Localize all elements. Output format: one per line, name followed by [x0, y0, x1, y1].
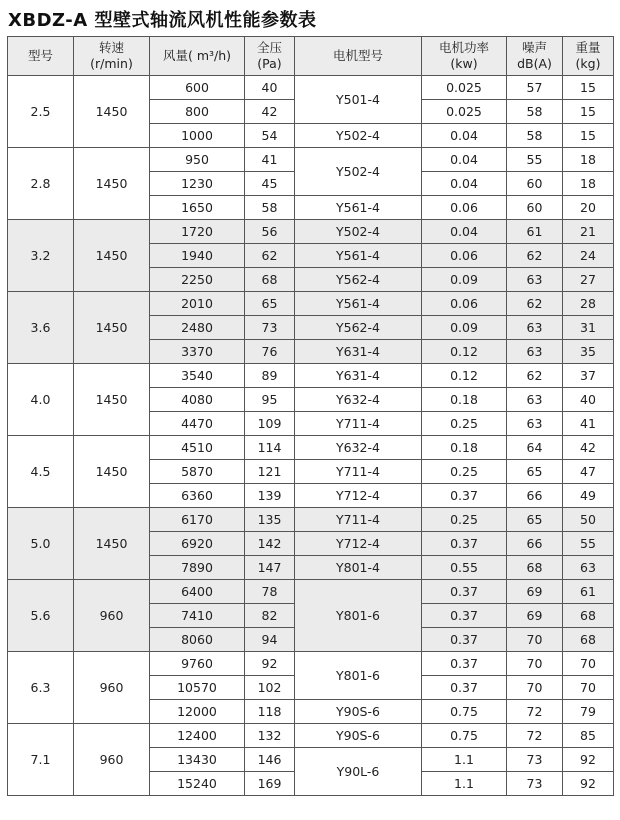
flow-cell: 3540 [150, 364, 245, 388]
flow-cell: 1000 [150, 124, 245, 148]
noise-cell: 64 [507, 436, 563, 460]
header-pressure: 全压 (Pa) [245, 37, 295, 76]
power-cell: 0.12 [422, 340, 507, 364]
pressure-cell: 56 [245, 220, 295, 244]
motor-cell: Y631-4 [295, 340, 422, 364]
header-motor: 电机型号 [295, 37, 422, 76]
pressure-cell: 58 [245, 196, 295, 220]
weight-cell: 37 [563, 364, 614, 388]
power-cell: 0.09 [422, 316, 507, 340]
header-model: 型号 [8, 37, 74, 76]
flow-cell: 9760 [150, 652, 245, 676]
power-cell: 0.25 [422, 412, 507, 436]
motor-cell: Y561-4 [295, 292, 422, 316]
pressure-cell: 118 [245, 700, 295, 724]
weight-cell: 68 [563, 604, 614, 628]
weight-cell: 35 [563, 340, 614, 364]
weight-cell: 41 [563, 412, 614, 436]
noise-cell: 68 [507, 556, 563, 580]
flow-cell: 6400 [150, 580, 245, 604]
power-cell: 0.04 [422, 220, 507, 244]
motor-cell: Y562-4 [295, 268, 422, 292]
noise-cell: 63 [507, 316, 563, 340]
flow-cell: 800 [150, 100, 245, 124]
power-cell: 0.06 [422, 292, 507, 316]
pressure-cell: 68 [245, 268, 295, 292]
power-cell: 0.25 [422, 508, 507, 532]
weight-cell: 70 [563, 676, 614, 700]
model-cell: 5.6 [8, 580, 74, 652]
flow-cell: 3370 [150, 340, 245, 364]
flow-cell: 4470 [150, 412, 245, 436]
power-cell: 0.37 [422, 484, 507, 508]
pressure-cell: 41 [245, 148, 295, 172]
pressure-cell: 54 [245, 124, 295, 148]
pressure-cell: 62 [245, 244, 295, 268]
pressure-cell: 135 [245, 508, 295, 532]
weight-cell: 21 [563, 220, 614, 244]
speed-cell: 1450 [74, 148, 150, 220]
flow-cell: 600 [150, 76, 245, 100]
flow-cell: 12400 [150, 724, 245, 748]
noise-cell: 60 [507, 172, 563, 196]
table-row [8, 652, 614, 676]
pressure-cell: 78 [245, 580, 295, 604]
table-row [8, 148, 614, 172]
power-cell: 0.37 [422, 652, 507, 676]
pressure-cell: 65 [245, 292, 295, 316]
noise-cell: 72 [507, 724, 563, 748]
weight-cell: 70 [563, 652, 614, 676]
weight-cell: 85 [563, 724, 614, 748]
motor-cell: Y502-4 [295, 124, 422, 148]
motor-cell: Y90S-6 [295, 700, 422, 724]
power-cell: 0.09 [422, 268, 507, 292]
power-cell: 0.04 [422, 148, 507, 172]
noise-cell: 73 [507, 748, 563, 772]
noise-cell: 57 [507, 76, 563, 100]
weight-cell: 24 [563, 244, 614, 268]
weight-cell: 15 [563, 100, 614, 124]
motor-cell: Y562-4 [295, 316, 422, 340]
pressure-cell: 94 [245, 628, 295, 652]
model-cell: 2.5 [8, 76, 74, 148]
motor-cell: Y632-4 [295, 388, 422, 412]
power-cell: 0.04 [422, 172, 507, 196]
speed-cell: 1450 [74, 364, 150, 436]
flow-cell: 15240 [150, 772, 245, 796]
flow-cell: 4510 [150, 436, 245, 460]
speed-cell: 960 [74, 580, 150, 652]
motor-cell: Y631-4 [295, 364, 422, 388]
model-cell: 5.0 [8, 508, 74, 580]
model-cell: 7.1 [8, 724, 74, 796]
motor-cell: Y502-4 [295, 220, 422, 244]
weight-cell: 28 [563, 292, 614, 316]
noise-cell: 66 [507, 484, 563, 508]
power-cell: 0.37 [422, 580, 507, 604]
motor-cell: Y90L-6 [295, 748, 422, 796]
model-cell: 4.0 [8, 364, 74, 436]
weight-cell: 61 [563, 580, 614, 604]
noise-cell: 62 [507, 292, 563, 316]
power-cell: 0.75 [422, 700, 507, 724]
weight-cell: 79 [563, 700, 614, 724]
weight-cell: 15 [563, 76, 614, 100]
weight-cell: 18 [563, 148, 614, 172]
motor-cell: Y711-4 [295, 460, 422, 484]
power-cell: 0.37 [422, 532, 507, 556]
motor-cell: Y502-4 [295, 148, 422, 196]
speed-cell: 1450 [74, 508, 150, 580]
motor-cell: Y712-4 [295, 532, 422, 556]
weight-cell: 63 [563, 556, 614, 580]
table-row [8, 580, 614, 604]
power-cell: 0.025 [422, 76, 507, 100]
weight-cell: 42 [563, 436, 614, 460]
flow-cell: 10570 [150, 676, 245, 700]
speed-cell: 1450 [74, 220, 150, 292]
flow-cell: 7890 [150, 556, 245, 580]
noise-cell: 70 [507, 652, 563, 676]
power-cell: 1.1 [422, 748, 507, 772]
pressure-cell: 42 [245, 100, 295, 124]
table-row [8, 220, 614, 244]
weight-cell: 92 [563, 748, 614, 772]
pressure-cell: 147 [245, 556, 295, 580]
flow-cell: 13430 [150, 748, 245, 772]
noise-cell: 58 [507, 124, 563, 148]
motor-cell: Y801-6 [295, 652, 422, 700]
performance-table [7, 36, 614, 796]
header-power: 电机功率 (kw) [422, 37, 507, 76]
table-row [8, 292, 614, 316]
noise-cell: 70 [507, 676, 563, 700]
header-noise: 噪声 dB(A) [507, 37, 563, 76]
noise-cell: 63 [507, 388, 563, 412]
noise-cell: 72 [507, 700, 563, 724]
model-cell: 4.5 [8, 436, 74, 508]
speed-cell: 960 [74, 652, 150, 724]
speed-cell: 1450 [74, 436, 150, 508]
motor-cell: Y801-6 [295, 580, 422, 652]
flow-cell: 1230 [150, 172, 245, 196]
motor-cell: Y632-4 [295, 436, 422, 460]
weight-cell: 68 [563, 628, 614, 652]
power-cell: 0.55 [422, 556, 507, 580]
power-cell: 0.06 [422, 196, 507, 220]
motor-cell: Y90S-6 [295, 724, 422, 748]
speed-cell: 960 [74, 724, 150, 796]
motor-cell: Y711-4 [295, 508, 422, 532]
power-cell: 0.37 [422, 676, 507, 700]
noise-cell: 63 [507, 412, 563, 436]
pressure-cell: 109 [245, 412, 295, 436]
model-cell: 3.6 [8, 292, 74, 364]
power-cell: 0.75 [422, 724, 507, 748]
model-cell: 6.3 [8, 652, 74, 724]
weight-cell: 40 [563, 388, 614, 412]
model-cell: 2.8 [8, 148, 74, 220]
table-row [8, 508, 614, 532]
motor-cell: Y801-4 [295, 556, 422, 580]
table-row [8, 724, 614, 748]
power-cell: 0.025 [422, 100, 507, 124]
noise-cell: 69 [507, 580, 563, 604]
weight-cell: 31 [563, 316, 614, 340]
power-cell: 0.12 [422, 364, 507, 388]
motor-cell: Y501-4 [295, 76, 422, 124]
noise-cell: 63 [507, 268, 563, 292]
motor-cell: Y712-4 [295, 484, 422, 508]
flow-cell: 12000 [150, 700, 245, 724]
page-title: XBDZ-A 型壁式轴流风机性能参数表 [8, 10, 317, 31]
flow-cell: 4080 [150, 388, 245, 412]
flow-cell: 6360 [150, 484, 245, 508]
flow-cell: 2010 [150, 292, 245, 316]
noise-cell: 73 [507, 772, 563, 796]
pressure-cell: 102 [245, 676, 295, 700]
flow-cell: 1650 [150, 196, 245, 220]
pressure-cell: 82 [245, 604, 295, 628]
noise-cell: 55 [507, 148, 563, 172]
flow-cell: 2480 [150, 316, 245, 340]
flow-cell: 950 [150, 148, 245, 172]
pressure-cell: 114 [245, 436, 295, 460]
header-speed: 转速 (r/min) [74, 37, 150, 76]
pressure-cell: 76 [245, 340, 295, 364]
table-row [8, 436, 614, 460]
flow-cell: 7410 [150, 604, 245, 628]
noise-cell: 70 [507, 628, 563, 652]
pressure-cell: 40 [245, 76, 295, 100]
motor-cell: Y711-4 [295, 412, 422, 436]
table-row [8, 364, 614, 388]
power-cell: 0.25 [422, 460, 507, 484]
power-cell: 0.04 [422, 124, 507, 148]
noise-cell: 60 [507, 196, 563, 220]
power-cell: 0.18 [422, 436, 507, 460]
speed-cell: 1450 [74, 292, 150, 364]
pressure-cell: 95 [245, 388, 295, 412]
power-cell: 1.1 [422, 772, 507, 796]
noise-cell: 65 [507, 460, 563, 484]
flow-cell: 5870 [150, 460, 245, 484]
weight-cell: 50 [563, 508, 614, 532]
power-cell: 0.37 [422, 604, 507, 628]
pressure-cell: 92 [245, 652, 295, 676]
noise-cell: 62 [507, 364, 563, 388]
flow-cell: 1940 [150, 244, 245, 268]
header-row [8, 37, 614, 76]
noise-cell: 65 [507, 508, 563, 532]
pressure-cell: 121 [245, 460, 295, 484]
power-cell: 0.18 [422, 388, 507, 412]
weight-cell: 27 [563, 268, 614, 292]
flow-cell: 6920 [150, 532, 245, 556]
flow-cell: 2250 [150, 268, 245, 292]
flow-cell: 1720 [150, 220, 245, 244]
pressure-cell: 45 [245, 172, 295, 196]
pressure-cell: 139 [245, 484, 295, 508]
header-flow: 风量( m³/h) [150, 37, 245, 76]
power-cell: 0.06 [422, 244, 507, 268]
weight-cell: 15 [563, 124, 614, 148]
flow-cell: 8060 [150, 628, 245, 652]
weight-cell: 49 [563, 484, 614, 508]
header-weight: 重量 (kg) [563, 37, 614, 76]
table-body [8, 76, 614, 796]
table-row [8, 76, 614, 100]
motor-cell: Y561-4 [295, 196, 422, 220]
motor-cell: Y561-4 [295, 244, 422, 268]
noise-cell: 58 [507, 100, 563, 124]
model-cell: 3.2 [8, 220, 74, 292]
flow-cell: 6170 [150, 508, 245, 532]
pressure-cell: 73 [245, 316, 295, 340]
pressure-cell: 132 [245, 724, 295, 748]
weight-cell: 47 [563, 460, 614, 484]
weight-cell: 18 [563, 172, 614, 196]
pressure-cell: 89 [245, 364, 295, 388]
weight-cell: 92 [563, 772, 614, 796]
pressure-cell: 142 [245, 532, 295, 556]
noise-cell: 62 [507, 244, 563, 268]
speed-cell: 1450 [74, 76, 150, 148]
noise-cell: 61 [507, 220, 563, 244]
weight-cell: 55 [563, 532, 614, 556]
noise-cell: 66 [507, 532, 563, 556]
power-cell: 0.37 [422, 628, 507, 652]
weight-cell: 20 [563, 196, 614, 220]
noise-cell: 69 [507, 604, 563, 628]
pressure-cell: 169 [245, 772, 295, 796]
pressure-cell: 146 [245, 748, 295, 772]
noise-cell: 63 [507, 340, 563, 364]
